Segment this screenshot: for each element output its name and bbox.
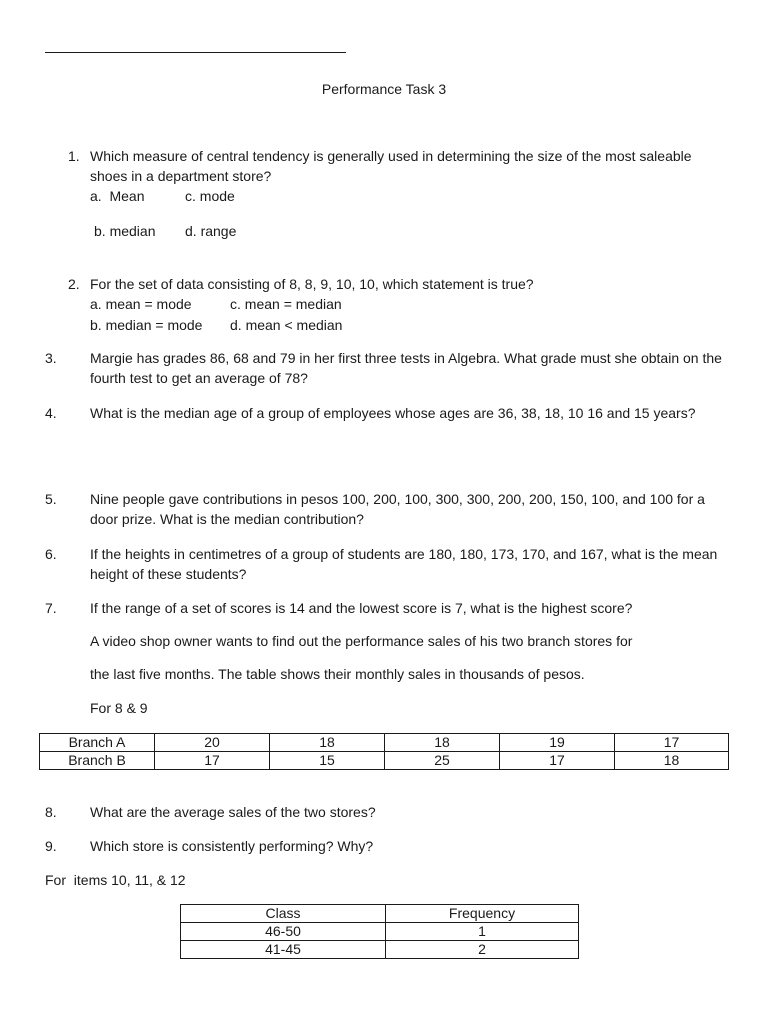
question-text: Which measure of central tendency is generally used in determining the size of the most saleable shoes in a department store? bbox=[90, 148, 692, 184]
question-text: If the range of a set of scores is 14 and the lowest score is 7, what is the highest score? bbox=[90, 600, 633, 616]
table-cell: 2 bbox=[386, 941, 579, 959]
table-cell: Branch A bbox=[40, 734, 155, 752]
name-blank-line bbox=[45, 52, 346, 53]
question-text: For the set of data consisting of 8, 8, 9, 10, 10, which statement is true? bbox=[90, 276, 534, 292]
choice-b: b. median = mode bbox=[90, 317, 203, 333]
for-8-9-label: For 8 & 9 bbox=[90, 700, 148, 716]
table-cell: 18 bbox=[385, 734, 500, 752]
table-row bbox=[181, 941, 579, 959]
column-header: Frequency bbox=[386, 905, 579, 923]
table-cell: 17 bbox=[155, 752, 270, 770]
table-cell: 20 bbox=[155, 734, 270, 752]
question-number: 8. bbox=[45, 804, 57, 820]
table-cell: 18 bbox=[615, 752, 729, 770]
sales-table bbox=[39, 733, 729, 770]
question-number: 4. bbox=[45, 405, 57, 421]
choice-a: a. Mean bbox=[90, 188, 145, 204]
table-header-row bbox=[181, 905, 579, 923]
question-text: Which store is consistently performing? Why? bbox=[90, 838, 374, 854]
question-number: 1. bbox=[68, 148, 80, 164]
video-shop-line-2: the last five months. The table shows their monthly sales in thousands of pesos. bbox=[90, 666, 585, 682]
choice-d: d. range bbox=[185, 223, 237, 239]
table-cell: 41-45 bbox=[181, 941, 386, 959]
choice-c: c. mode bbox=[185, 188, 235, 204]
question-text: Nine people gave contributions in pesos 100, 200, 100, 300, 300, 200, 200, 150, 100, and 100 for a door prize. What is the median contribution? bbox=[90, 491, 705, 527]
table-cell: 17 bbox=[615, 734, 729, 752]
table-cell: 19 bbox=[500, 734, 615, 752]
table-cell: 46-50 bbox=[181, 923, 386, 941]
question-number: 2. bbox=[68, 276, 80, 292]
question-text: Margie has grades 86, 68 and 79 in her first three tests in Algebra. What grade must she obtain on the fourth test to get an average of 78? bbox=[90, 350, 722, 386]
table-cell: 18 bbox=[270, 734, 385, 752]
table-row bbox=[40, 752, 729, 770]
choice-a: a. mean = mode bbox=[90, 296, 192, 312]
items-label: For items 10, 11, & 12 bbox=[45, 872, 186, 888]
choice-c: c. mean = median bbox=[230, 296, 342, 312]
question-number: 6. bbox=[45, 546, 57, 562]
question-number: 5. bbox=[45, 491, 57, 507]
question-text: If the heights in centimetres of a group of students are 180, 180, 173, 170, and 167, what is the mean height of these students? bbox=[90, 546, 718, 582]
question-text: What are the average sales of the two stores? bbox=[90, 804, 376, 820]
table-row bbox=[181, 923, 579, 941]
column-header: Class bbox=[181, 905, 386, 923]
table-row bbox=[40, 734, 729, 752]
question-number: 7. bbox=[45, 600, 57, 616]
table-cell: 17 bbox=[500, 752, 615, 770]
question-text: What is the median age of a group of employees whose ages are 36, 38, 18, 10 16 and 15 years? bbox=[90, 405, 696, 421]
table-cell: 25 bbox=[385, 752, 500, 770]
table-cell: 15 bbox=[270, 752, 385, 770]
video-shop-line-1: A video shop owner wants to find out the performance sales of his two branch stores for bbox=[90, 633, 633, 649]
question-number: 9. bbox=[45, 838, 57, 854]
question-number: 3. bbox=[45, 350, 57, 366]
choice-d: d. mean < median bbox=[230, 317, 343, 333]
page-title: Performance Task 3 bbox=[321, 81, 447, 97]
table-cell: Branch B bbox=[40, 752, 155, 770]
choice-b: b. median bbox=[94, 223, 156, 239]
table-cell: 1 bbox=[386, 923, 579, 941]
frequency-table bbox=[180, 904, 579, 959]
